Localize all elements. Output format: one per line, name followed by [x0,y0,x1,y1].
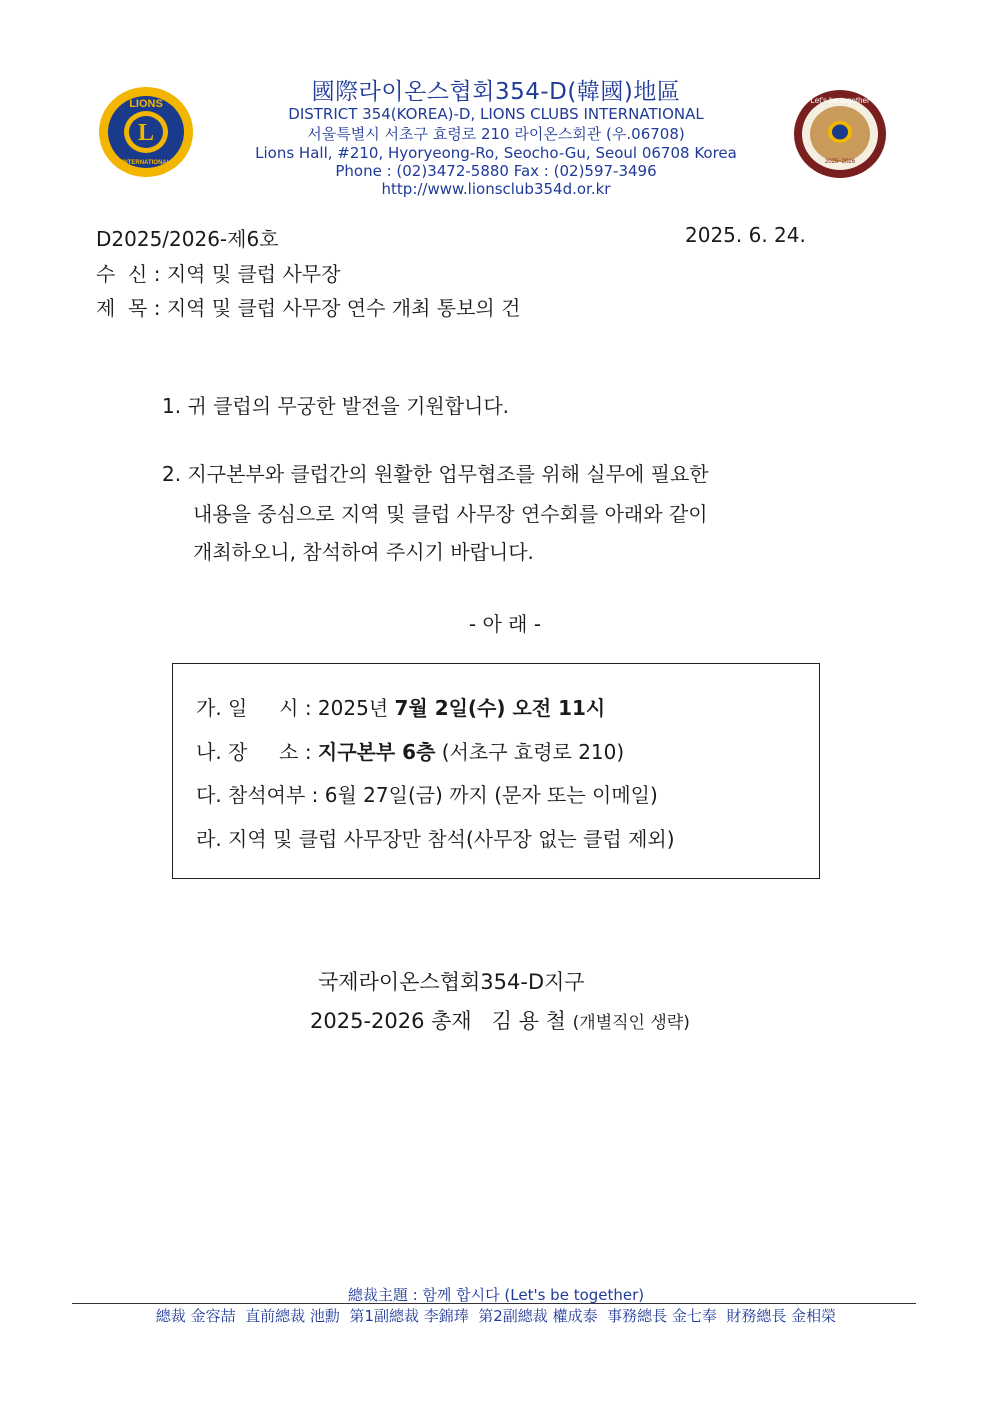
subject-line [96,292,520,321]
document-number: D2025/2026-제6호 [96,227,279,251]
logo-bottom-text: INTERNATIONAL [121,160,171,166]
signature-org: 국제라이온스협회354-D지구 [318,970,585,994]
paragraph-2-line-2: 내용을 중심으로 지역 및 클럽 사무장 연수회를 아래와 같이 [193,502,708,526]
phone-fax: Phone : (02)3472-5880 Fax : (02)597-3496 [335,162,657,180]
paragraph-1: 1. 귀 클럽의 무궁한 발전을 기원합니다. [162,394,510,418]
district-title: 國際라이온스협회354-D(韓國)地區 [311,79,681,105]
detail-date-bold: 7월 2일(수) 오전 11시 [394,696,606,720]
detail-rsvp: 다. 참석여부 : 6월 27일(금) 까지 (문자 또는 이메일) [196,783,658,807]
governor-badge [792,88,888,180]
address-korean: 서울특별시 서초구 효령로 210 라이온스회관 (우.06708) [307,125,685,143]
signature-line [310,1005,690,1035]
detail-label: 가. 일 시 : [196,696,318,720]
signature-name: 2025-2026 총재 김 용 철 [310,1009,566,1033]
paragraph-2-line-1: 2. 지구본부와 클럽간의 원활한 업무협조를 위해 실무에 필요한 [162,462,709,486]
lions-logo [96,84,196,180]
document-date: 2025. 6. 24. [685,223,806,247]
recipient-label: 수 신 : [96,262,161,286]
detail-datetime [196,692,605,721]
detail-label: 나. 장 소 : [196,740,318,764]
footer-officers: 總裁 金容喆 直前總裁 池勳 第1副總裁 李錦琫 第2副總裁 權成泰 事務總長 金七奉 財務總長 金相榮 [155,1307,837,1325]
district-english-name: DISTRICT 354(KOREA)-D, LIONS CLUBS INTERNATIONAL [288,105,704,123]
badge-years: 2025~2026 [824,159,856,165]
badge-slogan: Let's be together [810,96,870,105]
footer-divider [72,1303,916,1304]
detail-attendees: 라. 지역 및 클럽 사무장만 참석(사무장 없는 클럽 제외) [196,827,675,851]
address-english: Lions Hall, #210, Hyoryeong-Ro, Seocho-Gu, Seoul 06708 Korea [255,144,737,162]
svg-text:L: L [137,120,155,146]
footer-theme: 總裁主題 : 함께 합시다 (Let's be together) [347,1286,645,1304]
subject: 지역 및 클럽 사무장 연수 개최 통보의 건 [166,296,521,320]
recipient: 지역 및 클럽 사무장 [166,262,341,286]
signature-note: (개별직인 생략) [572,1013,690,1033]
detail-location [196,736,624,765]
paragraph-2-line-3: 개최하오니, 참석하여 주시기 바랍니다. [193,540,534,564]
detail-year: 2025년 [317,696,395,720]
detail-address: (서초구 효령로 210) [435,740,625,764]
website-link[interactable]: http://www.lionsclub354d.or.kr [381,180,611,198]
detail-place-bold: 지구본부 6층 [317,740,436,764]
below-heading: - 아 래 - [468,612,542,636]
subject-label: 제 목 : [96,296,161,320]
logo-top-text: LIONS [129,98,163,110]
recipient-line [96,258,340,287]
